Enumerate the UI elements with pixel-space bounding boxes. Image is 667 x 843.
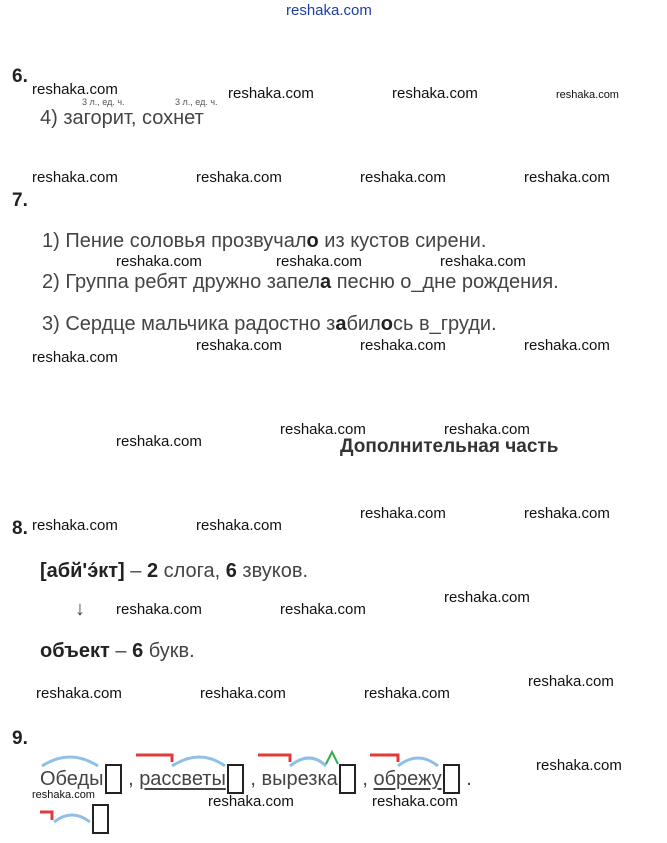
watermark: reshaka.com <box>196 337 282 354</box>
prefix-mark <box>40 812 52 820</box>
word-rassvety: рассветы <box>139 768 226 790</box>
question-9-number: 9. <box>12 728 28 749</box>
watermark: reshaka.com <box>524 337 610 354</box>
watermark: reshaka.com <box>556 89 619 101</box>
watermark: reshaka.com <box>360 169 446 186</box>
watermark: reshaka.com <box>280 601 366 618</box>
question-6-number: 6. <box>12 66 28 87</box>
watermark: reshaka.com <box>392 85 478 102</box>
watermark: reshaka.com <box>228 85 314 102</box>
question-7-number: 7. <box>12 190 28 211</box>
watermark: reshaka.com <box>360 337 446 354</box>
watermark: reshaka.com <box>524 169 610 186</box>
watermark: reshaka.com <box>528 673 614 690</box>
watermark: reshaka.com <box>524 505 610 522</box>
watermark: reshaka.com <box>32 789 95 801</box>
watermark-top: reshaka.com <box>286 2 372 19</box>
question-7-line-2: 2) Группа ребят дружно запела песню о_дне рождения. <box>42 271 559 293</box>
question-6-answer: 4) загорит, сохнет <box>40 107 204 129</box>
watermark: reshaka.com <box>208 793 294 810</box>
watermark: reshaka.com <box>444 589 530 606</box>
root-arc-mark <box>42 757 98 766</box>
watermark: reshaka.com <box>116 601 202 618</box>
root-arc-mark <box>290 758 326 766</box>
suffix-mark <box>326 752 338 764</box>
question-7-line-1: 1) Пение соловья прозвучало из кустов сирени. <box>42 230 487 252</box>
watermark: reshaka.com <box>360 505 446 522</box>
watermark: reshaka.com <box>32 349 118 366</box>
note-3rd-person-2: 3 л., ед. ч. <box>175 97 218 107</box>
watermark: reshaka.com <box>364 685 450 702</box>
watermark: reshaka.com <box>32 517 118 534</box>
word-vyrezka: вырезка <box>261 768 338 790</box>
watermark: reshaka.com <box>116 253 202 270</box>
watermark: reshaka.com <box>196 169 282 186</box>
prefix-mark <box>370 755 398 762</box>
watermark: reshaka.com <box>280 421 366 438</box>
watermark: reshaka.com <box>444 421 530 438</box>
root-arc-mark <box>54 815 90 822</box>
note-3rd-person-1: 3 л., ед. ч. <box>82 97 125 107</box>
watermark: reshaka.com <box>32 169 118 186</box>
question-7-line-3: 3) Сердце мальчика радостно забилось в_груди. <box>42 313 497 335</box>
question-9-words: Обеды , рассветы , вырезка , обрежу . <box>40 764 472 794</box>
watermark: reshaka.com <box>276 253 362 270</box>
watermark: reshaka.com <box>32 81 118 98</box>
down-arrow-icon: ↓ <box>75 598 85 620</box>
question-8-word-line: объект – 6 букв. <box>40 640 195 662</box>
prefix-mark <box>258 755 290 762</box>
watermark: reshaka.com <box>196 517 282 534</box>
question-8-number: 8. <box>12 518 28 539</box>
root-arc-mark <box>172 757 225 766</box>
root-arc-mark <box>398 758 438 766</box>
question-8-transcription-line: [абй'э́кт] – 2 слога, 6 звуков. <box>40 560 309 582</box>
watermark: reshaka.com <box>36 685 122 702</box>
extra-part-heading: Дополнительная часть <box>340 436 559 457</box>
word-obedy: Обеды <box>40 768 104 790</box>
watermark: reshaka.com <box>536 757 622 774</box>
watermark: reshaka.com <box>440 253 526 270</box>
word-obrezhu: обрежу <box>373 768 442 790</box>
watermark: reshaka.com <box>372 793 458 810</box>
prefix-mark <box>136 755 172 762</box>
watermark: reshaka.com <box>116 433 202 450</box>
watermark: reshaka.com <box>200 685 286 702</box>
